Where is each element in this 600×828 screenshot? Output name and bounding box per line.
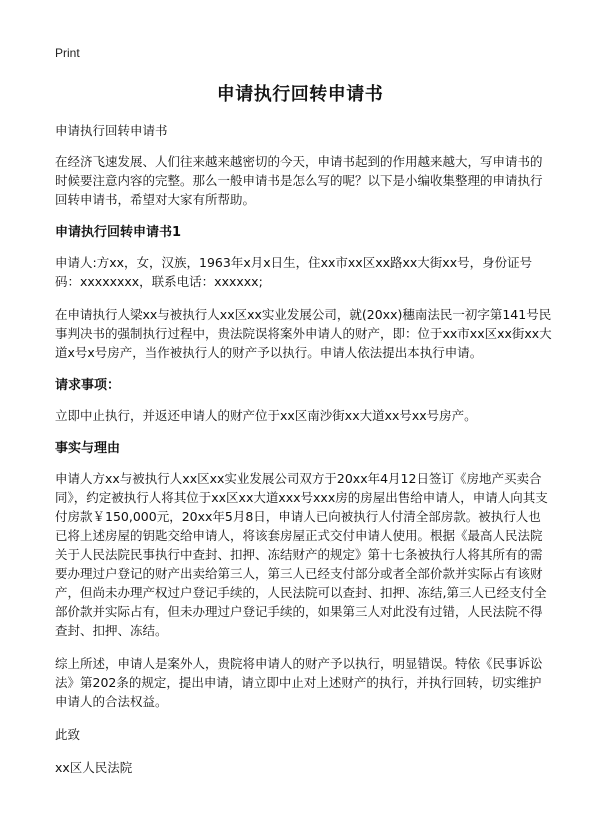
document-subtitle: 申请执行回转申请书 bbox=[55, 123, 168, 138]
closing-court: xx区人民法院 bbox=[55, 760, 133, 775]
document-title: 申请执行回转申请书 bbox=[216, 84, 384, 105]
print-label: Print bbox=[55, 46, 80, 60]
case-background: 在申请执行人梁xx与被执行人xx区xx实业发展公司，就(20xx)穗南法民一初字第141号民事判决书的强制执行过程中，贵法院误将案外申请人的财产，即：位于xx市xx区xx街xx大道x号x号房产，当作被执行人的财产予以执行。申请人依法提出本执行申请。 bbox=[55, 307, 552, 360]
request-heading: 请求事项： bbox=[55, 378, 121, 393]
intro-paragraph: 在经济飞速发展、人们往来越来越密切的今天，申请书起到的作用越来越大，写申请书的时候要注意内容的完整。那么一般申请书是怎么写的呢？以下是小编收集整理的申请执行回转申请书，希望对大家有所帮助。 bbox=[55, 154, 543, 207]
applicant-info: 申请人:方xx，女，汉族，1963年x月x日生，住xx市xx区xx路xx大街xx号，身份证号码：xxxxxxxx，联系电话：xxxxxx; bbox=[55, 255, 533, 289]
request-body: 立即中止执行，并返还申请人的财产位于xx区南沙街xx大道xx号xx号房产。 bbox=[55, 408, 477, 423]
facts-paragraph-2: 综上所述，申请人是案外人，贵院将申请人的财产予以执行，明显错误。特依《民事诉讼法》第202条的规定，提出申请，请立即中止对上述财产的执行，并执行回转，切实维护申请人的合法权益。 bbox=[55, 656, 543, 709]
document-body bbox=[55, 121, 552, 791]
closing-salutation: 此致 bbox=[55, 727, 81, 742]
facts-heading: 事实与理由 bbox=[55, 441, 121, 456]
section-heading-1: 申请执行回转申请书1 bbox=[55, 225, 182, 240]
facts-paragraph-1: 申请人方xx与被执行人xx区xx实业发展公司双方于20xx年4月12日签订《房地产买卖合同》，约定被执行人将其位于xx区xx大道xxx号xxx房的房屋出售给申请人，申请人向其支付房款￥150,000元，20xx年5月8日，申请人已向被执行人付清全部房款。被执行人也已将上述房屋的钥匙交给申请人，将该套房屋正式交付申请人使用。根据《最高人民法院关于人民法院民事执行中查封、扣押、冻结财产的规定》第十七条被执行人将其所有的需要办理过户登记的财产出卖给第三人，第三人已经支付部分或者全部价款并实际占有该财产，但尚未办理产权过户登记手续的，人民法院可以查封、扣押、冻结,第三人已经支付全部价款并实际占有，但未办理过户登记手续的，如果第三人对此没有过错，人民法院不得查封、扣押、冻结。 bbox=[55, 471, 548, 638]
